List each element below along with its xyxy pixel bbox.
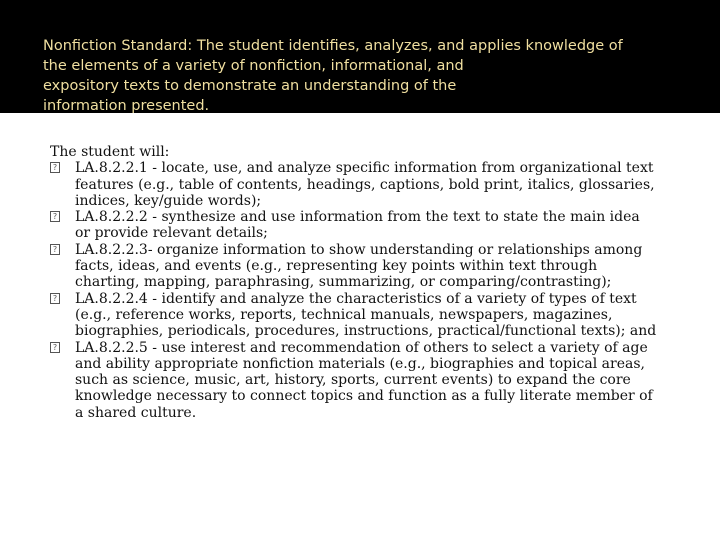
bullet-line: LA.8.2.2.4 - identify and analyze the characteristics of a variety of types of text — [75, 290, 637, 307]
bullet-line: features (e.g., table of contents, headings, captions, bold print, italics, glossaries, — [75, 176, 655, 193]
bullet-line: knowledge necessary to connect topics and function as a fully literate member of — [75, 388, 653, 405]
bullet-line: such as science, music, art, history, sports, current events) to expand the core — [75, 372, 631, 389]
missing-glyph-box-icon: ? — [50, 342, 60, 353]
missing-glyph-box-icon: ? — [50, 162, 60, 173]
standards-list — [50, 160, 690, 421]
bullet-line: and ability appropriate nonfiction materials (e.g., biographies and topical areas, — [75, 355, 645, 372]
bullet-line: LA.8.2.2.5 - use interest and recommendation of others to select a variety of age — [75, 339, 648, 356]
title-line: the elements of a variety of nonfiction, informational, and — [43, 58, 464, 74]
slide-title — [43, 36, 683, 113]
list-item — [50, 340, 690, 421]
bullet-line: LA.8.2.2.3- organize information to show understanding or relationships among — [75, 241, 643, 258]
intro-text: The student will: — [50, 144, 170, 160]
list-item — [50, 209, 690, 242]
bullet-line: facts, ideas, and events (e.g., representing key points within text through — [75, 258, 598, 275]
bullet-line: biographies, periodicals, procedures, instructions, practical/functional texts); and — [75, 323, 657, 340]
bullet-line: or provide relevant details; — [75, 225, 268, 242]
title-line: expository texts to demonstrate an understanding of the — [43, 78, 457, 94]
missing-glyph-box-icon: ? — [50, 211, 60, 222]
bullet-line: indices, key/guide words); — [75, 192, 262, 209]
list-item — [50, 242, 690, 291]
title-line: Nonfiction Standard: The student identifies, analyzes, and applies knowledge of — [43, 38, 623, 54]
bullet-line: LA.8.2.2.2 - synthesize and use information from the text to state the main idea — [75, 209, 640, 226]
bullet-line: a shared culture. — [75, 404, 197, 421]
bullet-line: LA.8.2.2.1 - locate, use, and analyze specific information from organizational text — [75, 160, 654, 177]
bullet-line: charting, mapping, paraphrasing, summarizing, or comparing/contrasting); — [75, 274, 612, 291]
title-line: information presented. — [43, 98, 210, 113]
bullet-line: (e.g., reference works, reports, technical manuals, newspapers, magazines, — [75, 306, 613, 323]
title-band — [0, 0, 720, 113]
slide-body — [50, 144, 690, 421]
missing-glyph-box-icon: ? — [50, 244, 60, 255]
list-item — [50, 291, 690, 340]
list-item — [50, 160, 690, 209]
missing-glyph-box-icon: ? — [50, 293, 60, 304]
